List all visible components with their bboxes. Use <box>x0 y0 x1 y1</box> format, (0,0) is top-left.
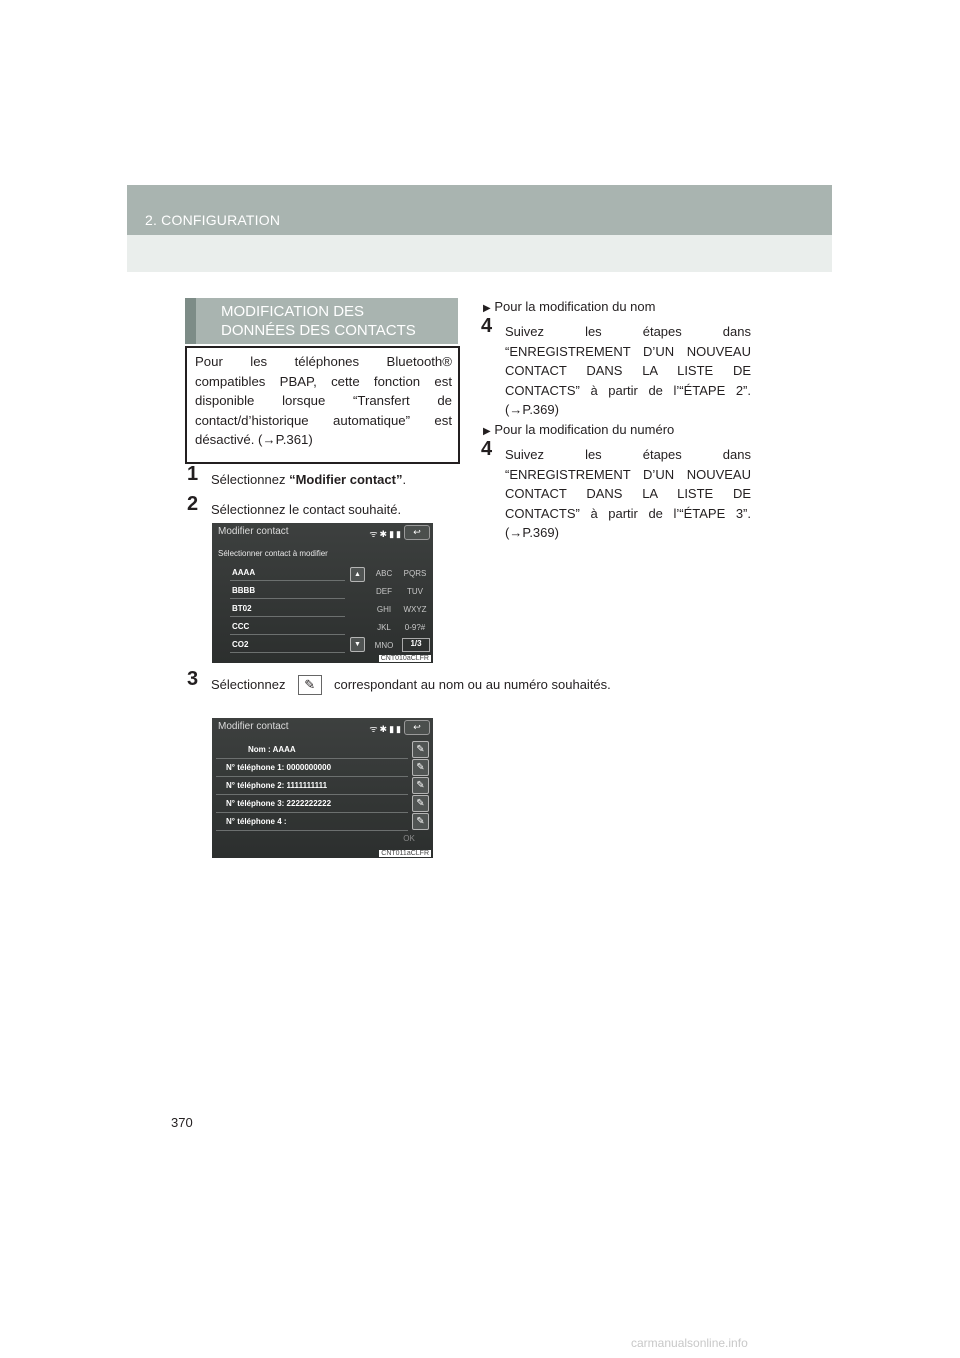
contact-item-5[interactable]: CO2 <box>232 640 249 649</box>
chapter-title: 2. CONFIGURATION <box>145 212 281 228</box>
step-3-text-end: correspondant au nom ou au numéro souhaités. <box>333 677 611 693</box>
page-number: 370 <box>171 1115 193 1130</box>
screen-1-subtitle: Sélectionner contact à modifier <box>218 549 328 558</box>
row-divider <box>216 758 408 759</box>
step-4-text: Suivez les étapes dans “ENREGISTREMENT D’UN NOUVEAU CONTACT DANS LA LISTE DE CONTACTS” à partir de l’“ÉTAPE 2”. (→P.369) <box>505 324 751 417</box>
step-3-text-start: Sélectionnez <box>211 677 286 693</box>
phone-3-row[interactable]: N° téléphone 3: 2222222222 <box>226 799 332 808</box>
contact-item-1[interactable]: AAAA <box>232 568 256 577</box>
bullet-arrow-icon: ▶ <box>483 303 491 314</box>
note-box <box>185 346 460 464</box>
back-button[interactable]: ↩ <box>404 525 430 540</box>
bullet-arrow-icon: ▶ <box>483 426 491 437</box>
step-1-end: . <box>402 472 407 487</box>
step-1-text: Sélectionnez <box>211 472 290 487</box>
step-4-text: Suivez les étapes dans “ENREGISTREMENT D’UN NOUVEAU CONTACT DANS LA LISTE DE CONTACTS” à partir de l’“ÉTAPE 3”. (→P.369) <box>505 447 751 540</box>
step-3 <box>187 668 611 695</box>
row-divider <box>230 634 345 635</box>
section-title-line-1: MODIFICATION DES <box>221 303 365 320</box>
step-3-number: 3 <box>187 668 199 690</box>
row-divider <box>230 598 345 599</box>
edit-phone-1-pencil-icon[interactable]: ✎ <box>412 759 429 776</box>
step-2-number: 2 <box>187 493 199 515</box>
step-2-text: Sélectionnez le contact souhaité. <box>211 502 402 517</box>
key-pqrs[interactable]: PQRS <box>403 569 427 578</box>
key-numbers[interactable]: 0-9?# <box>404 623 426 632</box>
scroll-down-button[interactable]: ▼ <box>350 637 365 652</box>
screen-2-title: Modifier contact <box>218 721 289 732</box>
row-divider <box>230 616 345 617</box>
section-heading-accent <box>185 298 196 344</box>
edit-phone-3-pencil-icon[interactable]: ✎ <box>412 795 429 812</box>
bullet-text: Pour la modification du nom <box>494 299 656 314</box>
edit-name-pencil-icon[interactable]: ✎ <box>412 741 429 758</box>
row-divider <box>230 580 345 581</box>
note-text: Pour les téléphones Bluetooth® compatibles PBAP, cette fonction est disponible lorsque “Transfert de contact/d’historique automatique” est désactivé. (→P.361) <box>195 354 452 447</box>
screen-2-code: CNT011aCLFR <box>381 850 429 857</box>
step-2 <box>187 493 461 520</box>
back-button[interactable]: ↩ <box>404 720 430 735</box>
bullet-text: Pour la modification du numéro <box>494 422 675 437</box>
row-divider <box>230 652 345 653</box>
phone-2-row[interactable]: N° téléphone 2: 1111111111 <box>226 781 328 790</box>
key-tuv[interactable]: TUV <box>407 587 423 596</box>
screen-1-title: Modifier contact <box>218 526 289 537</box>
row-divider <box>216 794 408 795</box>
key-def[interactable]: DEF <box>376 587 392 596</box>
contact-item-4[interactable]: CCC <box>232 622 250 631</box>
contact-item-2[interactable]: BBBB <box>232 586 256 595</box>
phone-1-row[interactable]: N° téléphone 1: 0000000000 <box>226 763 332 772</box>
edit-phone-4-pencil-icon[interactable]: ✎ <box>412 813 429 830</box>
key-mno[interactable]: MNO <box>374 641 394 650</box>
step-4-number: 4 <box>481 315 493 337</box>
section-heading <box>185 298 458 344</box>
key-ghi[interactable]: GHI <box>376 605 392 614</box>
section-heading-text <box>221 302 416 340</box>
row-divider <box>216 812 408 813</box>
row-divider <box>216 776 408 777</box>
step-4-name <box>481 315 751 420</box>
header-subband <box>127 235 832 272</box>
step-4-number: 4 <box>481 438 493 460</box>
pencil-icon: ✎ <box>298 675 322 695</box>
name-row[interactable]: Nom : AAAA <box>248 745 296 754</box>
step-3-line-1 <box>211 675 611 695</box>
contact-item-3[interactable]: BT02 <box>232 604 252 613</box>
step-1-number: 1 <box>187 463 199 485</box>
phone-4-row[interactable]: N° téléphone 4 : <box>226 817 287 826</box>
page-indicator: 1/3 <box>402 638 430 652</box>
bullet-number-modification <box>483 420 753 442</box>
section-title-line-2: DONNÉES DES CONTACTS <box>221 322 416 339</box>
watermark: carmanualsonline.info <box>631 1336 748 1350</box>
ok-button[interactable]: OK <box>403 834 415 843</box>
step-1-option: “Modifier contact” <box>289 472 403 487</box>
key-abc[interactable]: ABC <box>375 569 393 578</box>
status-icons: ᯤ✱▮▮ <box>369 724 403 734</box>
key-wxyz[interactable]: WXYZ <box>403 605 427 614</box>
bullet-name-modification <box>483 297 753 319</box>
step-4-number-variant <box>481 438 751 543</box>
screen-select-contact <box>212 523 433 663</box>
screen-1-code: CNT010aCLFR <box>380 655 429 662</box>
status-icons: ᯤ✱▮▮ <box>369 529 403 539</box>
screen-edit-contact <box>212 718 433 858</box>
step-1 <box>187 463 461 490</box>
row-divider <box>216 830 408 831</box>
edit-phone-2-pencil-icon[interactable]: ✎ <box>412 777 429 794</box>
key-jkl[interactable]: JKL <box>377 623 391 632</box>
scroll-up-button[interactable]: ▲ <box>350 567 365 582</box>
